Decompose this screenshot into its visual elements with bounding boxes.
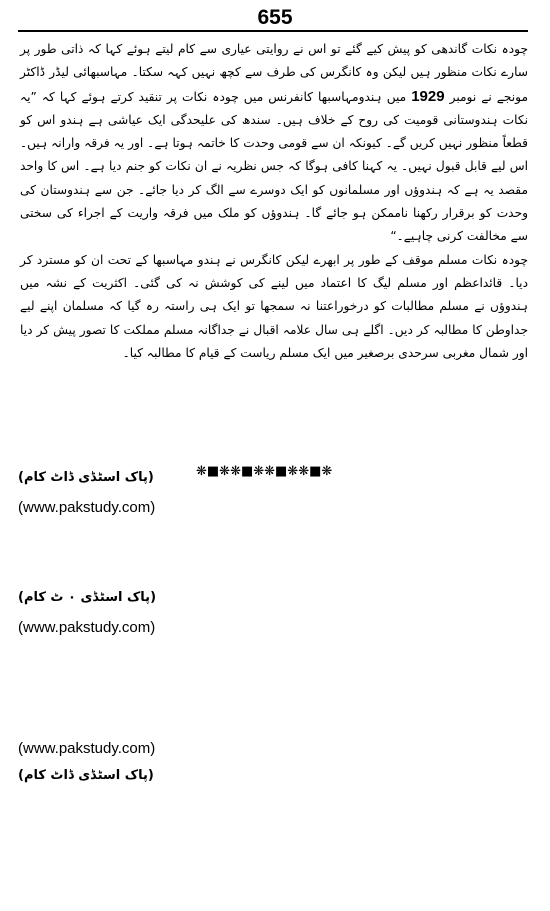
paragraph-1-part-a: چودہ نکات گاندھی کو پیش کیے گئے تو اس نے روایتی عیاری سے کام لیتے ہوئے کہا کہ ذاتی طور پر سارے نکات منظور ہیں لیکن وہ کانگرس کی طرف سے کچھ نہیں کہہ سکتا۔ مہاسبھائی لیڈر ڈاکٹر مونجے نے نومبر: [20, 42, 528, 104]
watermark-urdu-1: (پاک اسٹڈی ڈاٹ کام): [18, 470, 154, 485]
paragraph-1-part-b: میں ہندومہاسبھا کانفرنس میں چودہ نکات پر تنقید کرتے ہوئے کہا کہ ”یہ نکات ہندوستانی قومیت کی روح کے خلاف ہیں۔ سندھ کی علیحدگی ایک عیاشی ہے ہندو اس کو قطعاً منظور نہیں کریں گے۔ کیونکہ ان سے قومی وحدت کا خاتمہ ہوتا ہے۔ اور یہ فرقہ وارانہ ہیں۔ اس لیے قابل قبول نہیں۔ یہ کہنا کافی ہوگا کہ جس نظریہ نے ان نکات کو جنم دیا ہے۔ اس کا واحد مقصد یہ ہے کہ ہندوؤں اور مسلمانوں کو ایک دوسرے سے الگ کر دیا جائے۔ جن سے ہندوستان کی وحدت کو برقرار رکھنا ناممکن ہو جائے گا۔ ہندوؤں کو ملک میں فرقہ واریت کے اجراء کی سختی سے مخالفت کرنی چاہیے۔“: [20, 89, 528, 244]
body-text: [20, 38, 528, 365]
watermark-url-3: (www.pakstudy.com): [18, 740, 156, 757]
watermark-urdu-2: (پاک اسٹڈی ٠ ٹ کام): [18, 590, 157, 605]
page-number: 655: [257, 6, 293, 29]
decorative-separator: ❋■❋❋■❋❋■❋❋■❋: [196, 464, 333, 479]
watermark-url-2: (www.pakstudy.com): [18, 619, 156, 636]
year-number: 1929: [411, 87, 445, 105]
header-rule: [18, 30, 528, 32]
paragraph-1: [20, 38, 528, 249]
watermark-urdu-3: (پاک اسٹڈی ڈاٹ کام): [18, 768, 154, 783]
watermark-url-1: (www.pakstudy.com): [18, 499, 156, 516]
paragraph-2: چودہ نکات مسلم موقف کے طور پر ابھرے لیکن کانگرس نے ہندو مہاسبھا کے تحت ان کو مسترد کر دیا۔ قائداعظم اور مسلم لیگ کا اعتماد میں لینے کی کوشش نہ کی گئی۔ اکثریت کے نشہ میں ہندوؤں نے مسلم مطالبات کو درخوراعتنا نہ سمجھا تو ایک ہی راستہ رہ گیا کہ مسلمان اپنے لیے جداوطن کا مطالبہ کر دیں۔ اگلے ہی سال علامہ اقبال نے جداگانہ مسلم مملکت کا تصور پیش کر دیا اور شمال مغربی سرحدی برصغیر میں ایک مسلم ریاست کے قیام کا مطالبہ کیا۔: [20, 252, 528, 360]
